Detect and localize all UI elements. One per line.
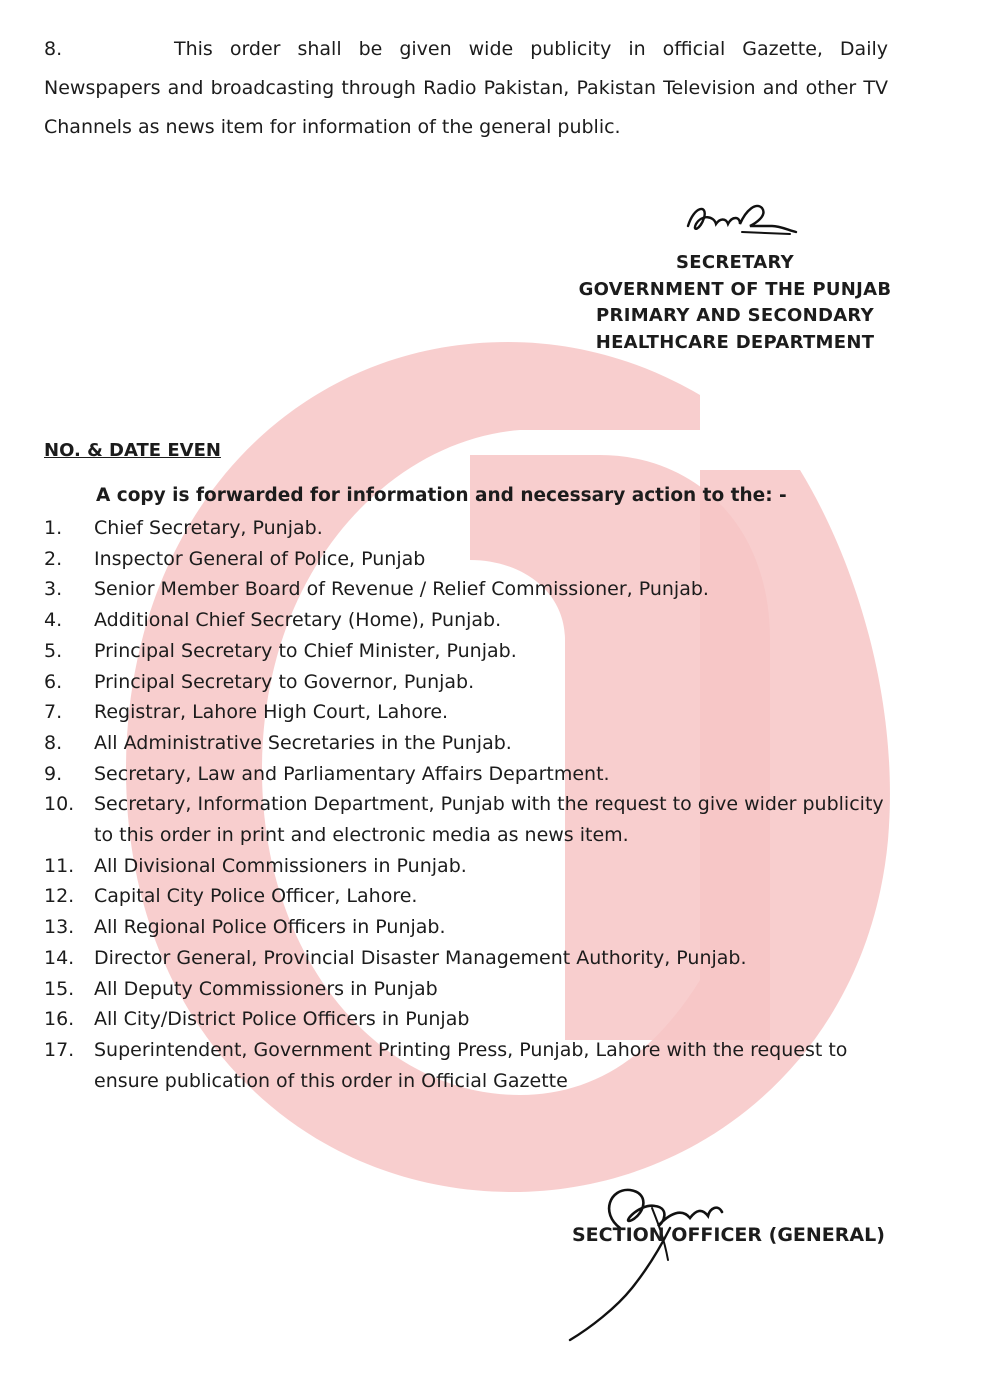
list-text: Principal Secretary to Governor, Punjab. [94,670,475,693]
list-item [44,912,914,943]
secretary-block [560,250,910,356]
list-item [44,943,914,974]
list-text: All Administrative Secretaries in the Punjab. [94,731,512,754]
list-number: 6. [44,670,63,693]
list-number: 13. [44,916,75,939]
list-text: Principal Secretary to Chief Minister, Punjab. [94,639,517,662]
department-line-1: PRIMARY AND SECONDARY [596,305,874,326]
list-item [44,697,914,728]
list-item [44,544,914,575]
list-number: 8. [44,731,63,754]
list-number: 7. [44,701,63,724]
list-number: 11. [44,854,75,877]
list-number: 2. [44,547,63,570]
list-item [44,759,914,790]
list-text: All Divisional Commissioners in Punjab. [94,854,467,877]
list-text: Director General, Provincial Disaster Management Authority, Punjab. [94,946,747,969]
paragraph-number: 8. [44,38,63,60]
list-item [44,851,914,882]
list-text: Superintendent, Government Printing Press, Punjab, Lahore with the request to ensure publication of this order in Official Gazette [94,1038,848,1092]
section-officer-signature [560,1168,750,1348]
list-item [44,881,914,912]
list-text: Inspector General of Police, Punjab [94,547,426,570]
list-item [44,636,914,667]
government-line: GOVERNMENT OF THE PUNJAB [578,278,892,300]
list-item [44,574,914,605]
list-item [44,667,914,698]
list-number: 4. [44,609,63,632]
list-number: 16. [44,1008,75,1031]
list-text: Registrar, Lahore High Court, Lahore. [94,701,449,724]
list-item [44,605,914,636]
list-number: 3. [44,578,63,601]
paragraph-8 [44,30,888,147]
list-number: 17. [44,1038,75,1061]
copy-intro: A copy is forwarded for information and necessary action to the: - [96,485,787,506]
list-text: Senior Member Board of Revenue / Relief Commissioner, Punjab. [94,578,709,601]
list-number: 10. [44,793,75,816]
list-number: 15. [44,977,75,1000]
list-text: All Regional Police Officers in Punjab. [94,916,446,939]
list-item [44,1035,899,1096]
list-number: 5. [44,639,63,662]
secretary-signature [680,196,800,246]
list-text: Chief Secretary, Punjab. [94,517,323,539]
list-text: Additional Chief Secretary (Home), Punjab. [94,609,502,632]
list-text: All City/District Police Officers in Punjab [94,1008,470,1031]
list-number: 14. [44,946,75,969]
list-item [44,728,914,759]
list-text: Secretary, Law and Parliamentary Affairs Department. [94,762,610,785]
no-date-heading: NO. & DATE EVEN [44,440,221,461]
list-text: Secretary, Information Department, Punjab with the request to give wider publicity to this order in print and electronic media as news item. [94,793,884,847]
list-number: 12. [44,885,75,908]
list-item [44,513,914,544]
list-item [44,974,914,1005]
copy-list [44,513,914,1096]
list-text: All Deputy Commissioners in Punjab [94,977,438,1000]
department-line-2: HEALTHCARE DEPARTMENT [595,331,875,353]
paragraph-text: This order shall be given wide publicity in official Gazette, Daily Newspapers and broadcasting through Radio Pakistan, Pakistan Television and other TV Channels as news item for information of the general public. [44,38,888,138]
list-text: Capital City Police Officer, Lahore. [94,885,418,908]
secretary-title: SECRETARY [675,252,795,273]
list-number: 1. [44,517,63,539]
list-number: 9. [44,762,63,785]
section-officer-title: SECTION OFFICER (GENERAL) [572,1224,885,1246]
list-item [44,1004,914,1035]
list-item [44,789,899,850]
